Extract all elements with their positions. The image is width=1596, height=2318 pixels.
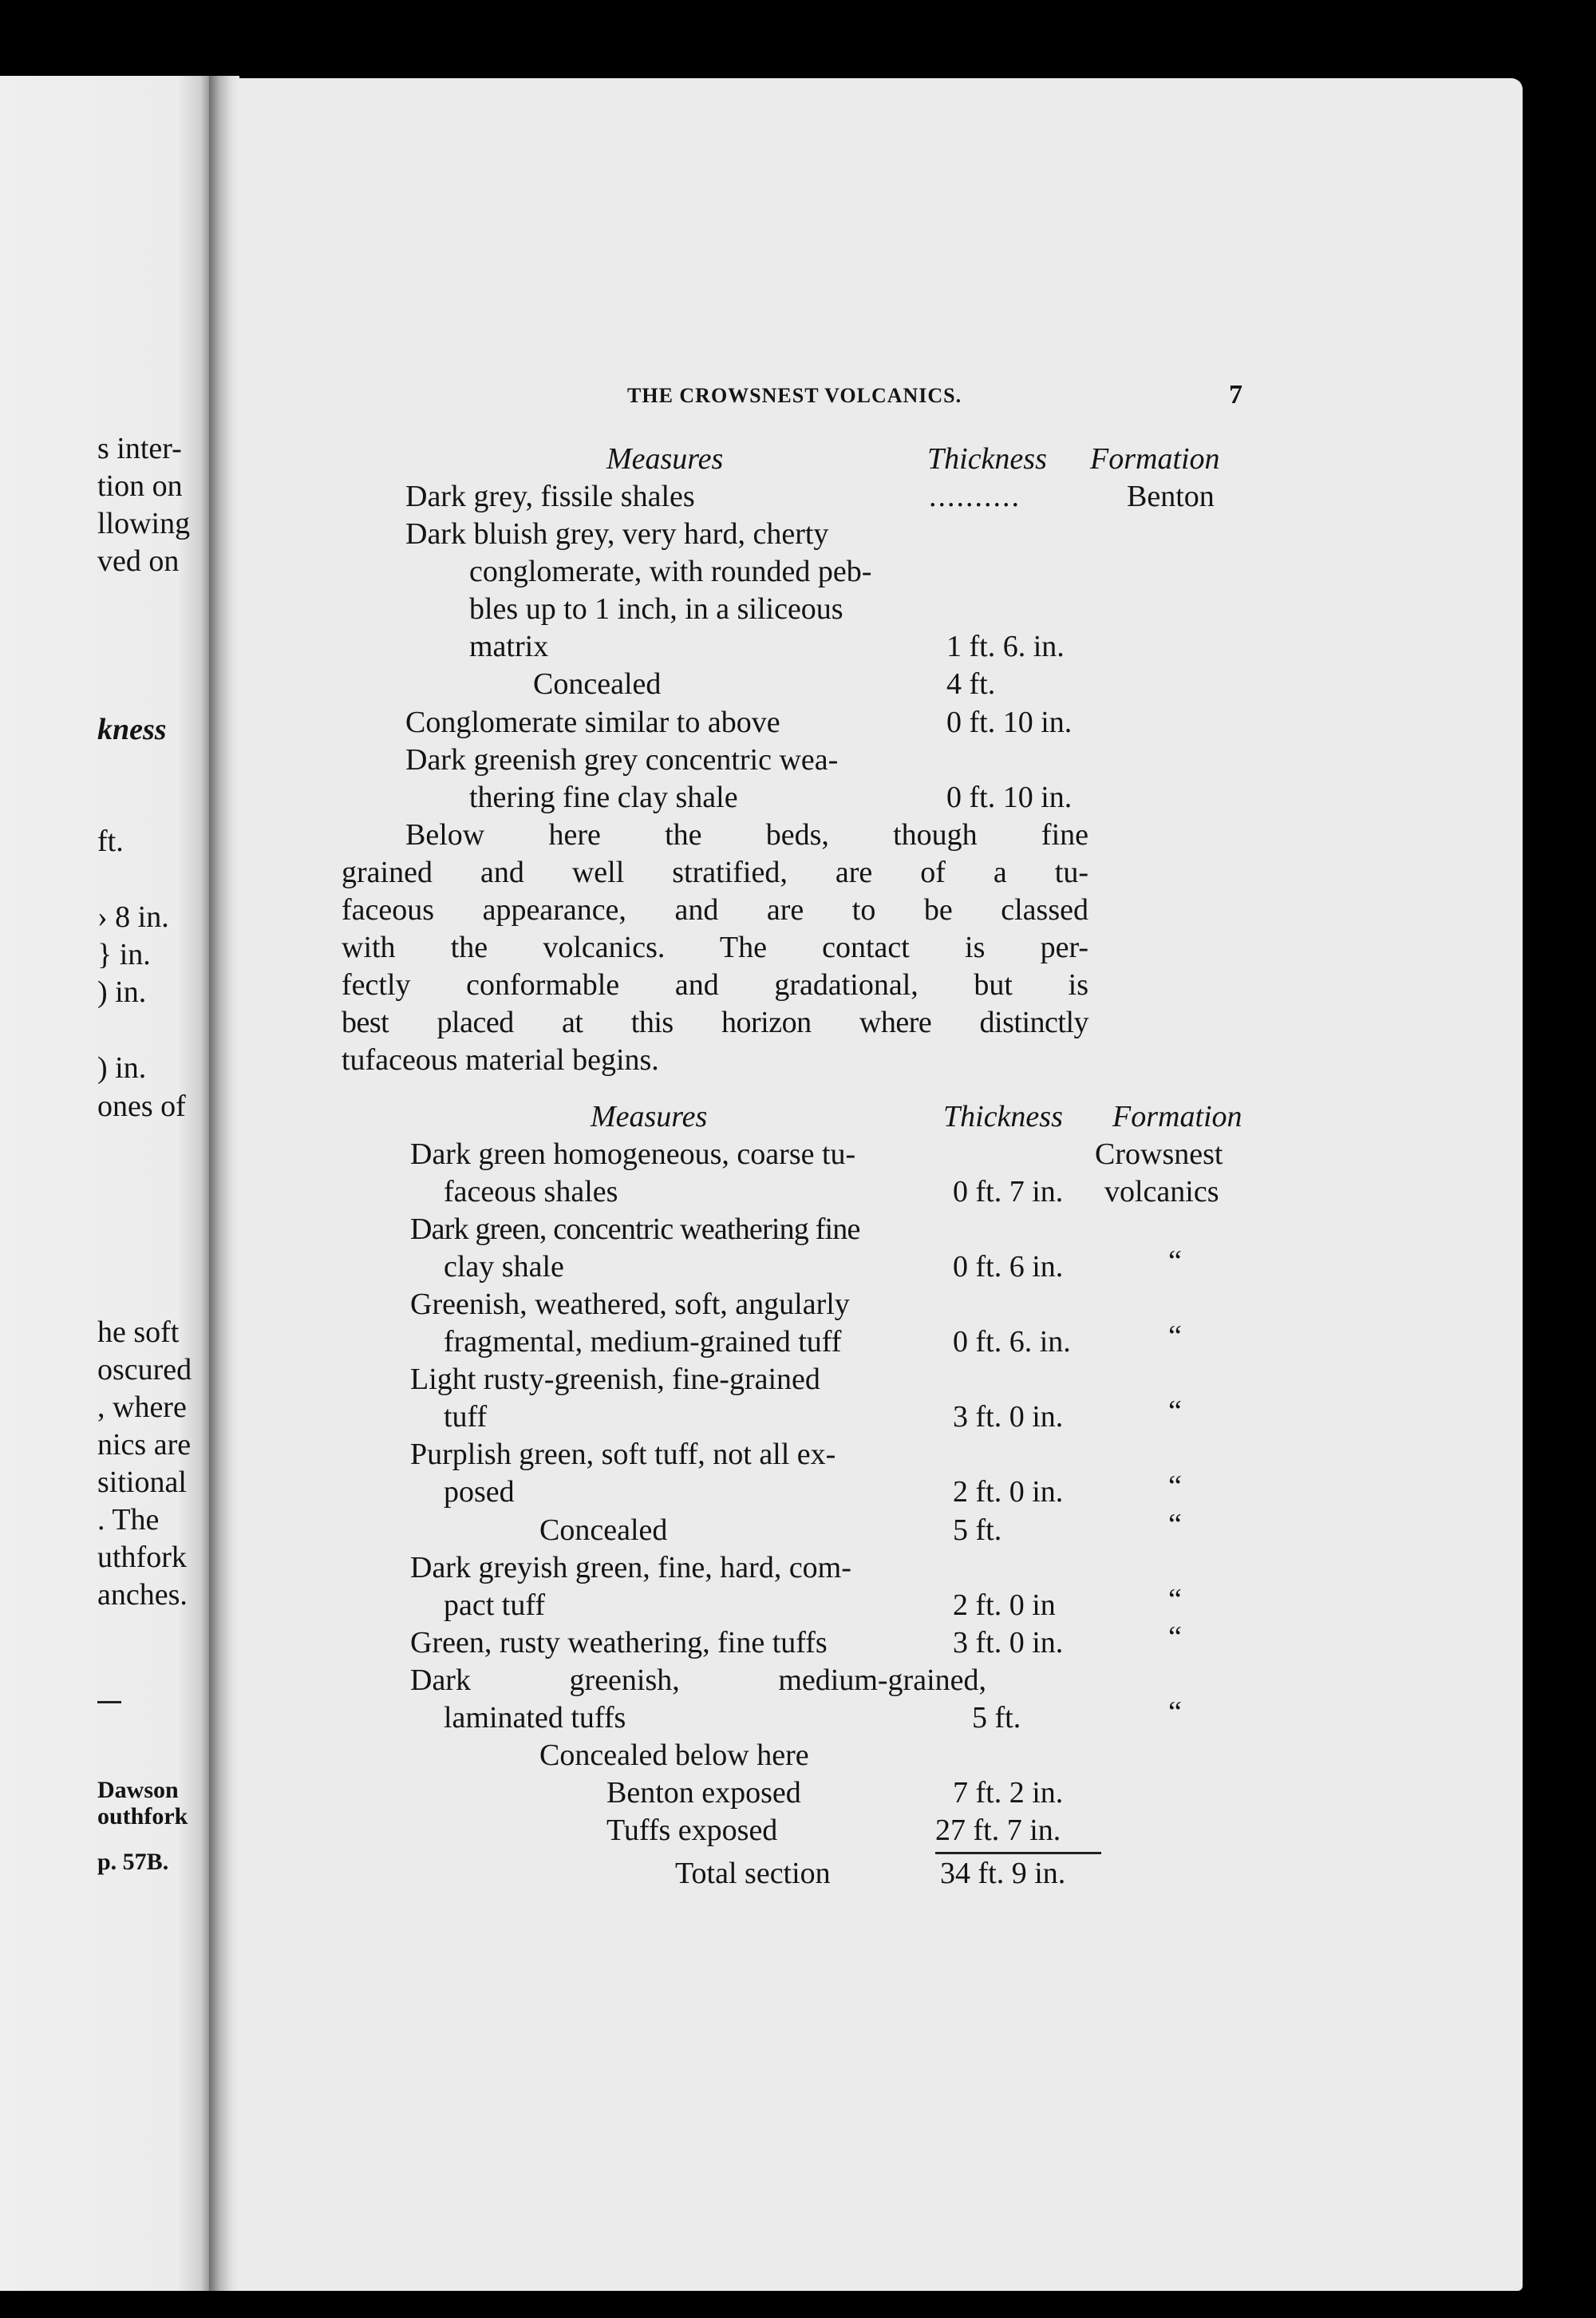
column-header-formation: Formation <box>1090 442 1220 476</box>
left-page-line: , where <box>97 1390 187 1424</box>
summary-label: Benton exposed <box>606 1776 801 1810</box>
thickness-value: 0 ft. 7 in. <box>953 1175 1064 1208</box>
measure-line: Concealed <box>533 667 662 701</box>
measure-line: Conglomerate similar to above <box>405 706 780 739</box>
measure-line: matrix <box>469 630 549 663</box>
book-page <box>239 78 1523 2291</box>
measure-line: faceous shales <box>444 1175 618 1208</box>
formation-value: volcanics <box>1104 1175 1219 1208</box>
measure-line: Concealed <box>539 1513 668 1547</box>
measure-line: Dark grey, fissile shales <box>405 480 695 513</box>
paragraph-line: best placed at this horizon where distinctly <box>342 1006 1088 1039</box>
measure-line: Dark greenish, medium-grained, <box>410 1663 986 1697</box>
ditto-mark: “ <box>1168 1244 1182 1278</box>
measure-line: Greenish, weathered, soft, angularly <box>410 1288 850 1321</box>
summary-value: 7 ft. 2 in. <box>953 1776 1064 1810</box>
sum-rule <box>935 1852 1101 1854</box>
left-page-line: . The <box>97 1503 160 1537</box>
paragraph-line: fectly conformable and gradational, but is <box>342 968 1088 1002</box>
ditto-mark: “ <box>1168 1583 1182 1616</box>
column-header-formation: Formation <box>1112 1100 1242 1133</box>
measure-line: Dark green, concentric weathering fine <box>410 1212 860 1246</box>
left-page-line: ) in. <box>97 1051 147 1085</box>
left-page-line: ft. <box>97 825 124 858</box>
measure-line: laminated tuffs <box>444 1701 626 1735</box>
ditto-mark: “ <box>1168 1470 1182 1503</box>
left-page-line: ) in. <box>97 975 147 1009</box>
paragraph-line: tufaceous material begins. <box>342 1043 659 1077</box>
thickness-value: 0 ft. 10 in. <box>946 706 1073 739</box>
left-page-line: kness <box>97 713 167 746</box>
measure-line: thering fine clay shale <box>469 781 738 814</box>
left-page-line: he soft <box>97 1315 180 1349</box>
formation-value: Benton <box>1127 480 1215 513</box>
thickness-value: 5 ft. <box>972 1701 1021 1735</box>
page-number: 7 <box>1229 380 1242 409</box>
measure-line: Dark green homogeneous, coarse tu- <box>410 1137 856 1171</box>
formation-value: Crowsnest <box>1095 1137 1223 1171</box>
book-gutter <box>209 76 239 2291</box>
left-page-line: p. 57B. <box>97 1849 169 1875</box>
measure-line: Concealed below here <box>539 1738 809 1772</box>
thickness-value: 3 ft. 0 in. <box>953 1400 1064 1434</box>
left-page-line: llowing <box>97 507 191 540</box>
thickness-value: 0 ft. 10 in. <box>946 781 1073 814</box>
measure-line: Purplish green, soft tuff, not all ex- <box>410 1438 836 1471</box>
summary-value: 27 ft. 7 in. <box>935 1814 1061 1847</box>
column-header-thickness: Thickness <box>943 1100 1063 1133</box>
left-page-line: tion on <box>97 469 183 503</box>
measure-line: Dark greenish grey concentric wea- <box>405 743 839 777</box>
left-page-rule <box>97 1701 121 1703</box>
measure-line: Light rusty-greenish, fine-grained <box>410 1363 820 1396</box>
paragraph-line: faceous appearance, and are to be classed <box>342 893 1088 927</box>
thickness-value: 2 ft. 0 in <box>953 1588 1056 1622</box>
measure-line: Dark bluish grey, very hard, cherty <box>405 517 829 551</box>
thickness-value: 0 ft. 6. in. <box>953 1325 1071 1359</box>
facing-page-fragment <box>0 76 209 2291</box>
thickness-value: 5 ft. <box>953 1513 1002 1547</box>
left-page-line: nics are <box>97 1428 192 1462</box>
ditto-mark: “ <box>1168 1319 1182 1353</box>
measure-line: bles up to 1 inch, in a siliceous <box>469 592 843 626</box>
measure-line: pact tuff <box>444 1588 545 1622</box>
measure-line: posed <box>444 1475 515 1509</box>
measure-line: conglomerate, with rounded peb- <box>469 555 872 588</box>
ditto-mark: “ <box>1168 1620 1182 1654</box>
left-page-line: ved on <box>97 544 180 578</box>
summary-label: Tuffs exposed <box>606 1814 778 1847</box>
left-page-line: ones of <box>97 1090 186 1123</box>
ditto-mark: “ <box>1168 1508 1182 1541</box>
left-page-line: uthfork <box>97 1541 187 1574</box>
running-title: THE CROWSNEST VOLCANICS. <box>627 384 962 407</box>
paragraph-line: grained and well stratified, are of a tu- <box>342 856 1088 889</box>
thickness-value: 4 ft. <box>946 667 996 701</box>
ditto-mark: “ <box>1168 1394 1182 1428</box>
left-page-line: s inter- <box>97 432 182 465</box>
left-page-line: anches. <box>97 1578 188 1612</box>
thickness-leader: .......... <box>929 480 1021 513</box>
thickness-value: 3 ft. 0 in. <box>953 1626 1064 1659</box>
thickness-value: 1 ft. 6. in. <box>946 630 1065 663</box>
measure-line: fragmental, medium-grained tuff <box>444 1325 842 1359</box>
measure-line: Dark greyish green, fine, hard, com- <box>410 1551 851 1584</box>
ditto-mark: “ <box>1168 1695 1182 1729</box>
column-header-thickness: Thickness <box>927 442 1047 476</box>
paragraph-line: with the volcanics. The contact is per- <box>342 931 1088 964</box>
total-value: 34 ft. 9 in. <box>940 1857 1066 1890</box>
left-page-line: oscured <box>97 1353 192 1386</box>
left-page-line: › 8 in. <box>97 900 169 934</box>
measure-line: clay shale <box>444 1250 564 1284</box>
left-page-line: sitional <box>97 1466 187 1499</box>
column-header-measures: Measures <box>591 1100 708 1133</box>
thickness-value: 0 ft. 6 in. <box>953 1250 1064 1284</box>
column-header-measures: Measures <box>606 442 724 476</box>
left-page-line: Dawson <box>97 1777 179 1803</box>
total-label: Total section <box>675 1857 831 1890</box>
paragraph-line: Below here the beds, though fine <box>405 818 1088 852</box>
left-page-line: } in. <box>97 938 151 971</box>
measure-line: Green, rusty weathering, fine tuffs <box>410 1626 828 1659</box>
thickness-value: 2 ft. 0 in. <box>953 1475 1064 1509</box>
measure-line: tuff <box>444 1400 488 1434</box>
left-page-line: outhfork <box>97 1803 188 1829</box>
